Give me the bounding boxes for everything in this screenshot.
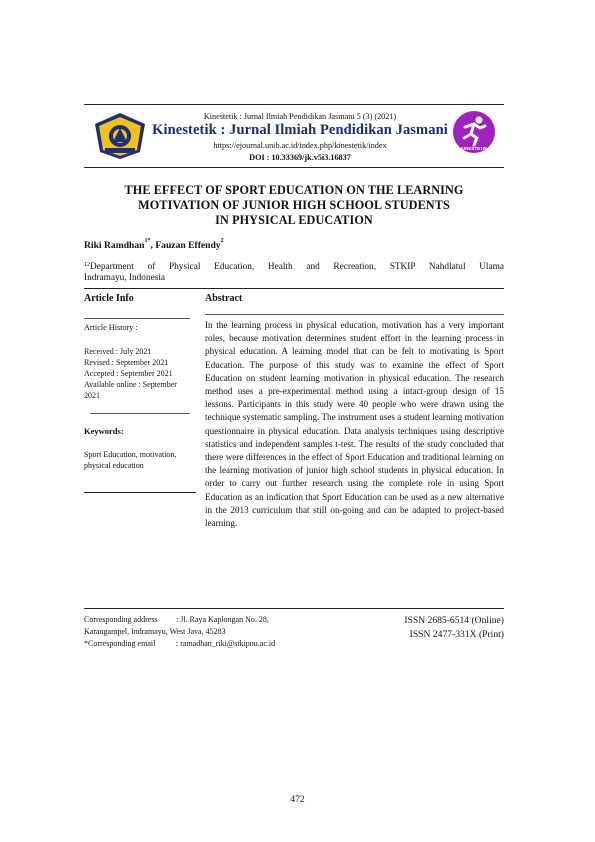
corr-email-value[interactable]: : ramadhan_riki@stkipnu.ac.id	[176, 639, 276, 648]
corr-address-value: : Jl. Raya Kaplongan No. 28,	[176, 615, 269, 624]
article-title	[84, 183, 504, 228]
doi[interactable]: DOI : 10.33369/jk.v5i3.16837	[249, 153, 351, 162]
article-history-label: Article History :	[84, 323, 138, 332]
page-number: 472	[290, 795, 305, 805]
abstract-body	[205, 319, 504, 530]
affiliation-rule	[84, 288, 504, 289]
keywords-rule	[84, 492, 196, 493]
issn-print: ISSN 2477-331X (Print)	[409, 629, 504, 640]
accepted-date: Accepted : September 2021	[84, 369, 173, 378]
journal-title: Kinestetik : Jurnal Ilmiah Pendidikan Jasmani	[152, 122, 448, 138]
abstract-heading: Abstract	[205, 293, 243, 304]
abstract-rule	[205, 314, 504, 315]
affiliation-line-2: Indramayu, Indonesia	[84, 273, 166, 283]
affiliation	[84, 262, 504, 284]
footer-rule	[84, 608, 504, 609]
available-date-year: 2021	[84, 391, 100, 400]
header-bottom-rule	[84, 167, 504, 168]
corr-email-label: *Corresponding email	[84, 639, 156, 648]
keywords-line-2: physical education	[84, 461, 144, 470]
affiliation-line-1: Department of Physical Education, Health and Recreation, STKIP Nahdlatul Ulama	[90, 262, 504, 272]
journal-citation: Kinestetik : Jurnal Ilmiah Pendidikan Jasmani 5 (3) (2021)	[203, 112, 397, 121]
title-line-3: IN PHYSICAL EDUCATION	[215, 213, 373, 227]
author-1: Riki Ramdhan	[84, 240, 145, 251]
received-date: Received : July 2021	[84, 347, 152, 356]
author-1-sup: 1*	[144, 238, 151, 244]
affiliation-sup: 12	[84, 262, 90, 268]
article-dates	[84, 346, 177, 401]
journal-url[interactable]: https://ejournal.unib.ac.id/index.php/kinestetik/index	[213, 141, 387, 150]
issn-online: ISSN 2685-6514 (Online)	[404, 615, 504, 626]
university-seal-icon	[93, 112, 147, 160]
corr-address-label: Corresponding address	[84, 615, 158, 624]
author-2-sup: 2	[220, 238, 224, 244]
revised-date: Revised : September 2021	[84, 358, 169, 367]
keywords-heading: Keywords:	[84, 426, 124, 436]
available-date: Available online : September	[84, 380, 177, 389]
author-separator: ,	[150, 240, 156, 251]
issn-block	[360, 614, 504, 642]
corr-address-line-2: Karangampel, Indramayu, West Java, 45283	[84, 627, 226, 636]
article-info-rule	[84, 318, 190, 319]
keywords	[84, 449, 176, 471]
corresponding-info	[84, 614, 344, 650]
dates-rule	[90, 413, 190, 414]
keywords-line-1: Sport Education, motivation,	[84, 450, 177, 459]
abstract-text: In the learning process in physical education, motivation has a very important roles, because motivation determines student effort in the learning process in physical education. A learning model that can be felt to motivating is Sport Education. The purpose of this study was to examine the effect of Sport Education on student learning motivation in physical education. The research method uses a pre-experimental method using a intact-group design of 15 lessons. Participants in this study were 40 people who were drawn using the technique systematic sampling. The instrument uses a student learning motivation questionnaire in physical education. Data analysis techniques using descriptive statistics and independent samples t-test. The results of the study concluded that there were differences in the effect of Sport Education and traditional learning on the learning motivation of junior high school students in physical education. In order to carry out further research using the complete role in using Sport Education as an indication that Sport Education can be used as a new alternative in the 2013 curriculum that still on-going and can be adapted to project-based learning.	[205, 320, 504, 529]
author-2: Fauzan Effendy	[155, 240, 221, 251]
article-info-heading: Article Info	[84, 293, 134, 304]
header-top-rule	[84, 104, 504, 105]
logo-text: KINESTETIK	[460, 146, 488, 151]
authors	[84, 240, 224, 251]
title-line-2: MOTIVATION OF JUNIOR HIGH SCHOOL STUDENTS	[138, 198, 450, 212]
title-line-1: THE EFFECT OF SPORT EDUCATION ON THE LEARNING	[124, 183, 464, 197]
